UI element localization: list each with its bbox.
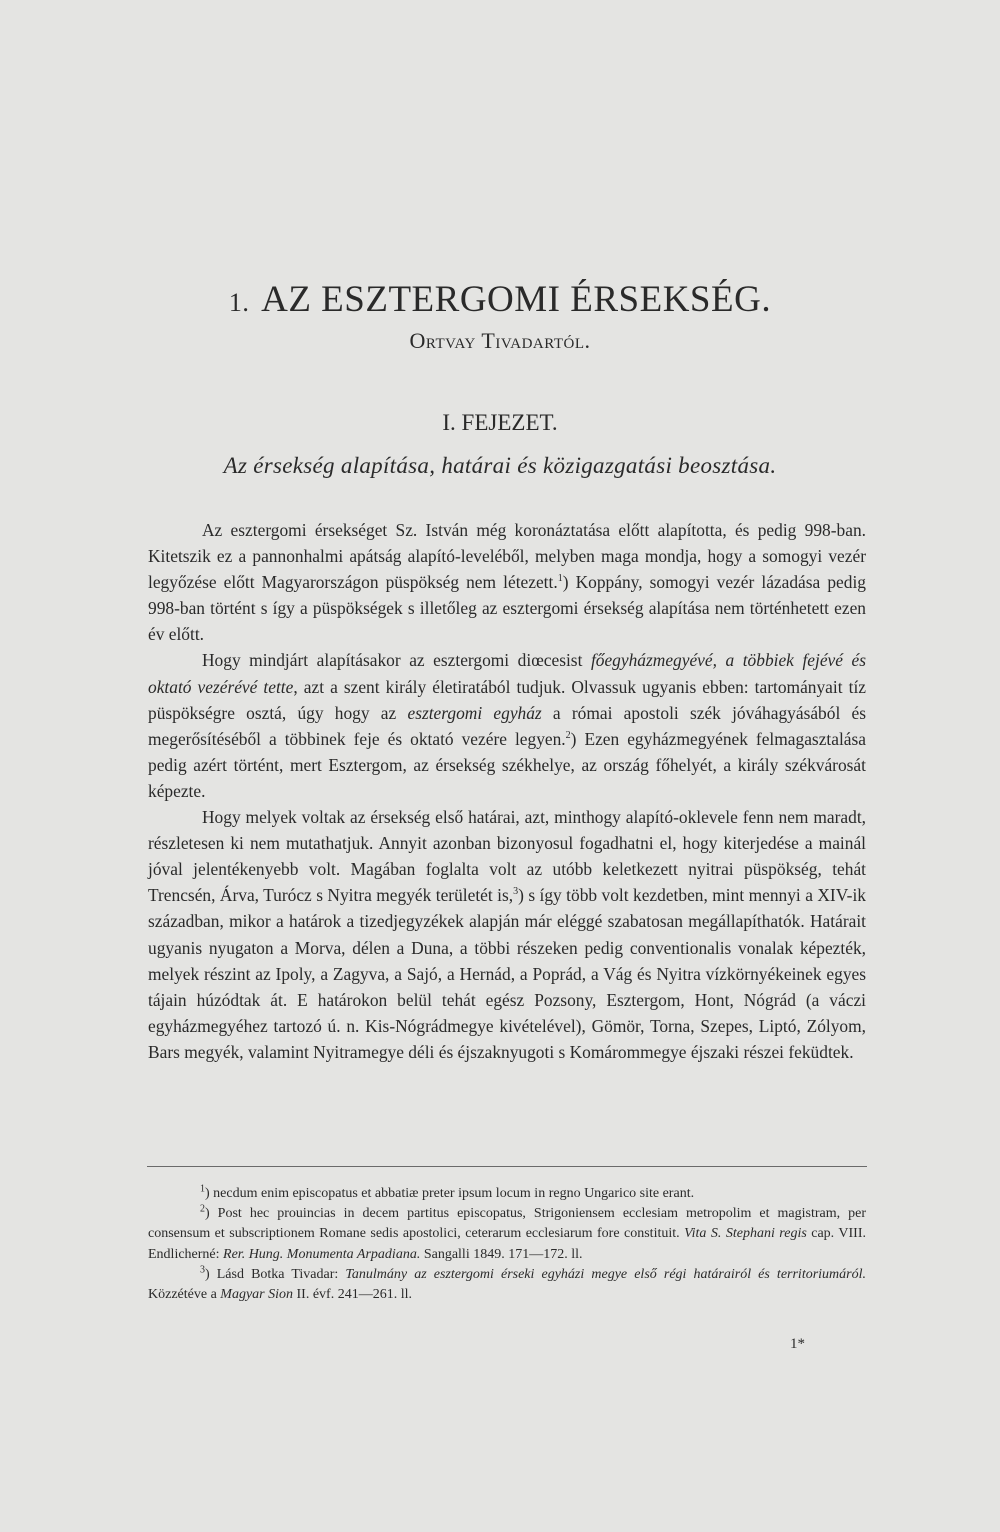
footnote-3 — [148, 1265, 866, 1305]
footnote-text: Közzétéve a — [148, 1287, 221, 1303]
footnote-text: cap. VIII. Endlicherné: — [148, 1226, 866, 1262]
signature-mark: 1* — [790, 1336, 805, 1352]
footnote-text: II. évf. 241—261. ll. — [293, 1287, 412, 1303]
text-run: ) Koppány, somogyi vezér lázadása pedig 998-ban történt s így a püspökségek s illetőleg az esztergomi érsekség alapítása nem történhetett ezen év előtt. — [148, 572, 866, 645]
footnote-separator — [147, 1166, 867, 1167]
author-line: Ortvay Tivadartól. — [409, 328, 591, 353]
article-title-text: AZ ESZTERGOMI ÉRSEKSÉG. — [261, 279, 772, 320]
text-run: Az esztergomi érsekséget Sz. István még koronáztatása előtt alapította, és pedig 998-ban. Kitetszik ez a pannonhalmi apátság alapító-leveléből, melyben maga mondja, hogy a somogyi vezér legyőzése előtt Magyarországon püspökség nem létezett. — [148, 520, 866, 593]
footnote-italic: Rer. Hung. Monumenta Arpadiana. — [223, 1246, 421, 1262]
text-run: ) s így több volt kezdetben, mint mennyi a XIV-ik században, mikor a határok a tizedjegyzékek alapján már eléggé szabatosan megállapíthatók. Határait ugyanis nyugaton a Morva, délen a Duna, a többi részeken pedig conventionalis vonalak képezték, melyek részint az Ipoly, a Zagyva, a Sajó, a Hernád, a Poprád, a Vág és Nyitra vízkörnyékeinek egyes tájain húzódtak át. E határokon belül tehát egész Pozsony, Esztergom, Hont, Nógrád (a váczi egyházmegyéhez tartozó ú. n. Kis-Nógrádmegye kivételével), Gömör, Torna, Szepes, Liptó, Zólyom, Bars megyék, valamint Nyitramegye déli és éjszaknyugoti s Komárommegye éjszaki részei feküdtek. — [148, 885, 866, 1062]
paragraph-3 — [148, 804, 866, 1065]
footnote-italic: Magyar Sion — [220, 1287, 294, 1303]
paragraph-1 — [148, 517, 866, 647]
footnotes — [148, 1184, 866, 1305]
footnote-mark: 3 — [200, 1264, 205, 1276]
footnote-text: ) necdum enim episcopatus et abbatiæ preter ipsum locum in regno Ungarico site erant. — [205, 1186, 695, 1201]
article-title — [0, 278, 1000, 321]
footnote-mark: 2 — [200, 1203, 205, 1215]
footnote-text: ) Lásd Botka Tivadar: — [205, 1266, 346, 1282]
footnote-mark: 1 — [200, 1183, 205, 1195]
footnote-text: ) Post hec prouincias in decem partitus episcopatus, Strigoniensem ecclesiam metropolim et magistram, per consensum et subscriptionem Romane sedis apostolici, ceterarum ecclesiarum fore constituit. — [148, 1206, 866, 1242]
footnote-ref-1: 1 — [557, 573, 563, 585]
text-run: , azt a szent király életiratából tudjuk. Olvassuk ugyanis ebben: tartományait tíz püspökségre osztá, úgy hogy az — [148, 676, 866, 723]
body-text — [148, 517, 866, 1065]
footnote-italic: Vita S. Stephani regis — [684, 1226, 807, 1242]
text-run: Hogy melyek voltak az érsekség első határai, azt, minthogy alapító-oklevele fenn nem maradt, részletesen ki nem mutathatjuk. Annyit azonban bizonyosul fogadhatni el, hogy kiterjedése a mainál jóval jelentékenyebb volt. Magában foglalta volt az utóbb keletkezett nyitrai püspökség, tehát Trencsén, Árva, Turócz s Nyitra megyék területét is, — [148, 807, 866, 906]
footnote-1 — [148, 1184, 866, 1204]
italic-run: főegyházmegyévé, a többiek fejévé és oktató vezérévé tette — [148, 650, 866, 697]
italic-run: esztergomi egyház — [407, 702, 542, 723]
text-run: Hogy mindjárt alapításakor az esztergomi diœcesist — [202, 650, 591, 671]
article-number: 1. — [228, 288, 250, 317]
footnote-text: Sangalli 1849. 171—172. ll. — [420, 1246, 583, 1262]
footnote-ref-2: 2 — [565, 729, 571, 741]
footnote-ref-3: 3 — [513, 886, 519, 898]
text-run: a római apostoli szék jóváhagyásából és megerősítéséből a többinek feje és oktató vezére legyen. — [148, 702, 866, 749]
paragraph-2 — [148, 647, 866, 804]
text-run: ) Ezen egyházmegyének felmagasztalása pedig azért történt, mert Esztergom, az érsekség székhelye, az ország főhelyét, a király székvárosát képezte. — [148, 728, 866, 801]
footnote-italic: Tanulmány az esztergomi érseki egyházi megye első régi határairól és territoriumáról. — [345, 1266, 866, 1282]
chapter-title: I. FEJEZET. — [442, 410, 558, 435]
chapter-subtitle: Az érsekség alapítása, határai és közigazgatási beosztása. — [223, 453, 777, 478]
footnote-2 — [148, 1204, 866, 1265]
